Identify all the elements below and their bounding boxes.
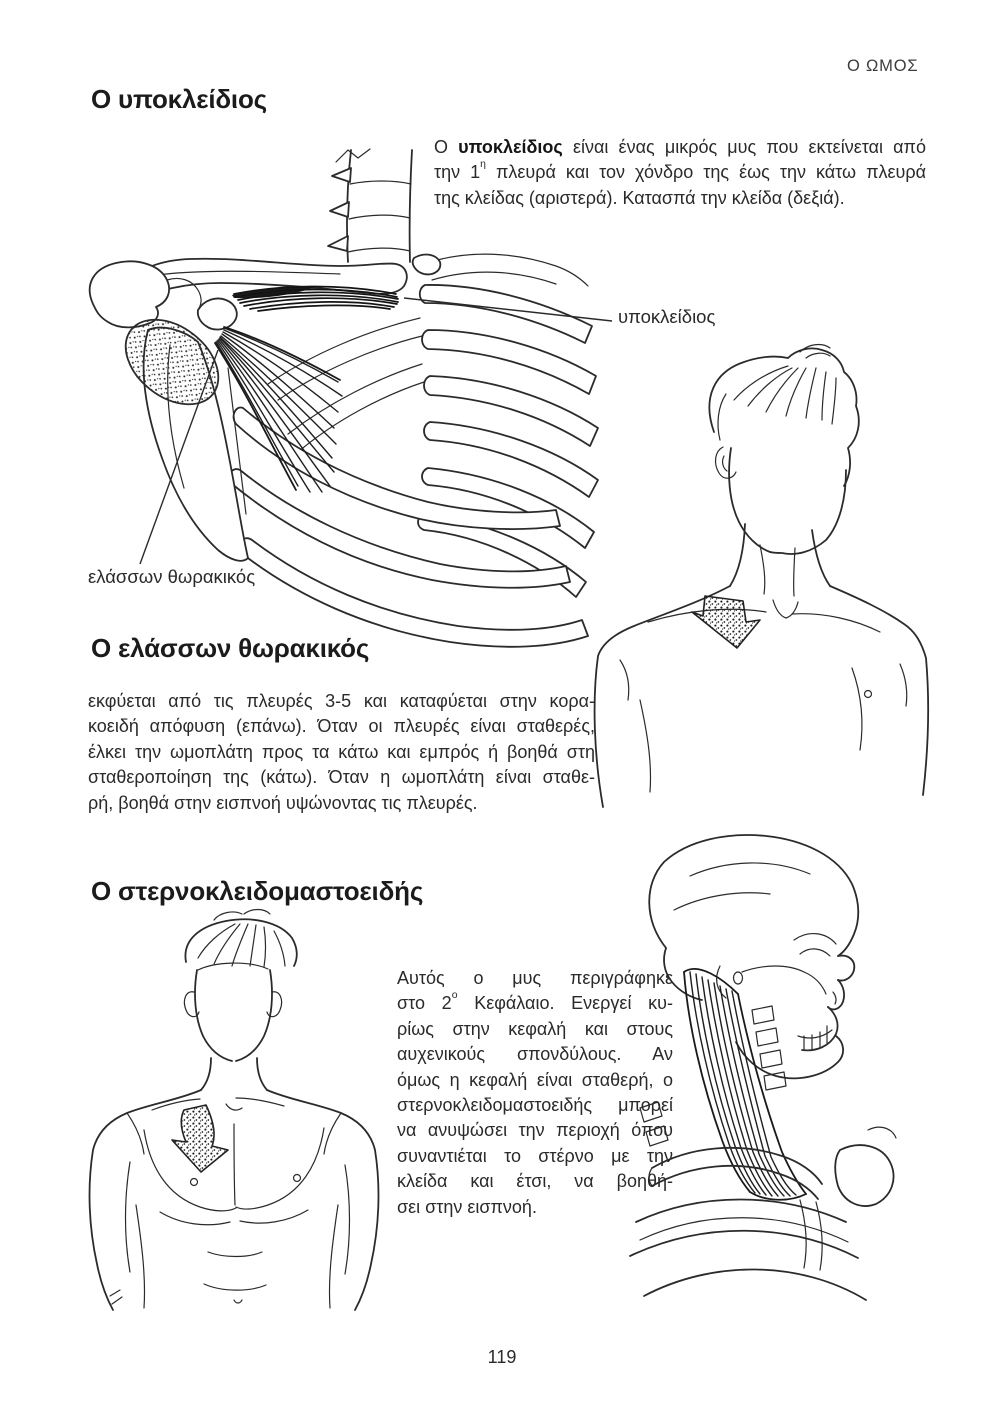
torso	[90, 1058, 379, 1310]
ear-canal	[734, 972, 743, 984]
text-line: κλείδα και έτσι, να βοηθή-	[397, 1171, 673, 1192]
text-line: έλκει την ωμοπλάτη προς τα κάτω και εμπρός ή βοηθά στη	[88, 741, 595, 762]
ribs-right	[418, 254, 598, 597]
heading-subclavius: Ο υποκλείδιος	[91, 84, 267, 114]
scapula	[90, 261, 248, 560]
eye-socket	[794, 934, 836, 944]
sternocleidomastoid-muscle	[684, 969, 806, 1200]
zygomatic-arch	[742, 966, 804, 972]
head-and-hair	[709, 345, 858, 554]
downward-arrow-clavicle	[692, 596, 760, 648]
text-line: σταθεροποίηση της (κάτω). Όταν η ωμοπλάτη είναι σταθε-	[88, 767, 595, 788]
running-header: Ο ΩΜΟΣ	[847, 57, 919, 75]
coracoid-process	[198, 298, 237, 329]
text-line: στερνοκλειδομαστοειδής μπορεί	[397, 1095, 673, 1116]
heading-sternocleidomastoid: Ο στερνοκλειδομαστοειδής	[91, 876, 424, 906]
ear	[716, 447, 736, 478]
nipple-left	[191, 1179, 198, 1186]
text-line: όμως η κεφαλή είναι σταθερή, ο	[397, 1069, 673, 1090]
figure-bust-subclavius-action	[595, 345, 929, 807]
text-line: της κλείδας (αριστερά). Κατασπά την κλείδα (δεξιά).	[434, 187, 845, 208]
text-line: Αυτός ο μυς περιγράφηκε	[397, 968, 673, 988]
figure-torso-pec-minor-action	[90, 910, 379, 1311]
text-line: ρίως στην κεφαλή και στους	[397, 1018, 673, 1039]
figure-label-pectoralis-minor: ελάσσων θωρακικός	[88, 566, 256, 587]
text-line: να ανυψώσει την περιοχή όπου	[397, 1120, 673, 1141]
text-line: κοειδή απόφυση (επάνω). Όταν οι πλευρές είναι σταθερές,	[88, 716, 595, 737]
text-line: αυχενικούς σπονδύλους. Αν	[397, 1044, 673, 1065]
page-number: 119	[487, 1347, 517, 1367]
curved-arrow-chest	[172, 1105, 228, 1172]
nipple	[865, 691, 872, 698]
text-line: σει στην εισπνοή.	[397, 1196, 537, 1217]
ear-right	[267, 992, 282, 1017]
paragraph-subclavius	[434, 135, 926, 211]
subclavius-muscle	[232, 286, 398, 311]
text-line: εκφύεται από τις πλευρές 3-5 και καταφύεται στην κορα-	[88, 691, 595, 711]
paragraph-sternocleidomastoid	[397, 966, 673, 1220]
nipple-right	[294, 1175, 301, 1182]
figure-label-subclavius: υποκλείδιος	[618, 306, 716, 327]
paragraph-pectoralis-minor	[88, 689, 595, 816]
text-line: συναντιέται το στέρνο με την	[397, 1145, 673, 1166]
spine	[328, 149, 440, 274]
text-line: την $1^\eta$ πλευρά και τον χόνδρο της έως την κάτω πλευρά	[434, 158, 927, 183]
heading-pectoralis-minor: Ο ελάσσων θωρακικός	[91, 633, 370, 663]
skull	[649, 835, 858, 1090]
neck-and-torso	[595, 524, 929, 807]
text-line: στο $2^o$ Κεφάλαιο. Ενεργεί κυ-	[397, 989, 673, 1014]
text-line: ρή, βοηθά στην εισπνοή υψώνοντας τις πλευρές.	[88, 792, 478, 813]
text-line: Ο υποκλείδιος είναι ένας μικρός μυς που εκτείνεται από	[434, 137, 926, 157]
head-and-hair	[184, 910, 296, 1062]
